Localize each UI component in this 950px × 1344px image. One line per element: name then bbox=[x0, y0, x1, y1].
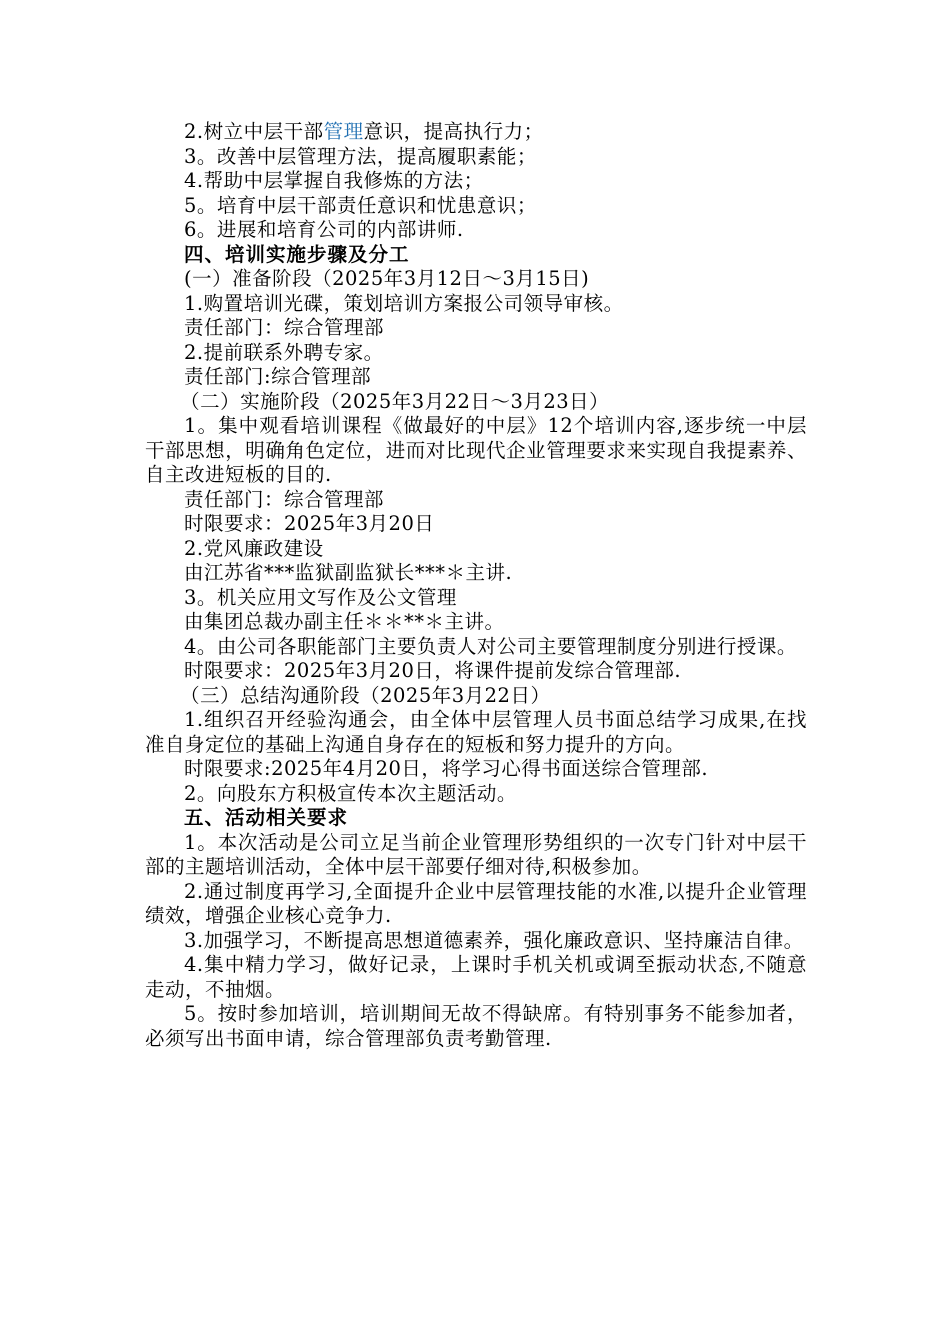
paragraph: 4.集中精力学习，做好记录，上课时手机关机或调至振动状态,不随意走动，不抽烟。 bbox=[145, 953, 807, 1001]
text: 意识，提高执行力； bbox=[363, 120, 544, 143]
paragraph: 2.提前联系外聘专家。 bbox=[184, 340, 384, 364]
paragraph: 2.通过制度再学习,全面提升企业中层管理技能的水准,以提升企业管理绩效，增强企业核心竞争力. bbox=[145, 879, 807, 927]
paragraph: 由集团总裁办副主任＊＊**＊主讲。 bbox=[184, 610, 505, 633]
paragraph: 3.加强学习，不断提高思想道德素养，强化廉政意识、坚持廉洁自律。 bbox=[184, 928, 804, 952]
paragraph: 5。按时参加培训，培训期间无故不得缺席。有特别事务不能参加者，必须写出书面申请，综合管理部负责考勤管理. bbox=[145, 1002, 807, 1050]
paragraph: 责任部门:综合管理部 bbox=[184, 365, 372, 388]
paragraph: 1.购置培训光碟，策划培训方案报公司领导审核。 bbox=[184, 291, 624, 315]
paragraph: 1.组织召开经验沟通会，由全体中层管理人员书面总结学习成果,在找准自身定位的基础上沟通自身存在的短板和努力提升的方向。 bbox=[145, 708, 807, 756]
paragraph: 4。由公司各职能部门主要负责人对公司主要管理制度分别进行授课。 bbox=[184, 634, 797, 658]
keyword-link[interactable]: 管理 bbox=[323, 120, 364, 143]
paragraph: 5。培育中层干部责任意识和忧患意识； bbox=[184, 193, 537, 217]
paragraph: (一）准备阶段（2025年3月12日～3月15日) bbox=[184, 267, 590, 290]
paragraph: （三）总结沟通阶段（2025年3月22日） bbox=[180, 683, 551, 707]
paragraph: 时限要求：2025年3月20日 bbox=[184, 512, 435, 535]
paragraph bbox=[145, 120, 807, 145]
paragraph: 2.党风廉政建设 bbox=[184, 536, 324, 560]
paragraph: 2。向股东方积极宣传本次主题活动。 bbox=[184, 781, 517, 805]
paragraph: 6。进展和培育公司的内部讲师. bbox=[184, 218, 464, 241]
text: 2.树立中层干部 bbox=[184, 120, 324, 143]
paragraph: （二）实施阶段（2025年3月22日～3月23日） bbox=[180, 389, 610, 413]
paragraph: 1。本次活动是公司立足当前企业管理形势组织的一次专门针对中层干部的主题培训活动，全体中层干部要仔细对待,积极参加。 bbox=[145, 830, 807, 878]
paragraph: 4.帮助中层掌握自我修炼的方法； bbox=[184, 169, 484, 192]
paragraph: 3。改善中层管理方法，提高履职素能； bbox=[184, 144, 537, 168]
document-body bbox=[145, 120, 807, 1051]
section-heading: 四、培训实施步骤及分工 bbox=[184, 242, 410, 266]
paragraph: 责任部门：综合管理部 bbox=[184, 487, 385, 511]
section-heading: 五、活动相关要求 bbox=[184, 806, 349, 829]
paragraph: 由江苏省***监狱副监狱长***＊主讲. bbox=[184, 561, 513, 584]
paragraph: 责任部门：综合管理部 bbox=[184, 316, 385, 339]
paragraph: 1。集中观看培训课程《做最好的中层》12个培训内容,逐步统一中层干部思想，明确角色定位，进而对比现代企业管理要求来实现自我提素养、自主改进短板的目的. bbox=[145, 414, 807, 486]
paragraph: 时限要求:2025年4月20日，将学习心得书面送综合管理部. bbox=[184, 757, 709, 780]
paragraph: 时限要求：2025年3月20日，将课件提前发综合管理部. bbox=[184, 659, 682, 682]
paragraph: 3。机关应用文写作及公文管理 bbox=[184, 585, 457, 609]
